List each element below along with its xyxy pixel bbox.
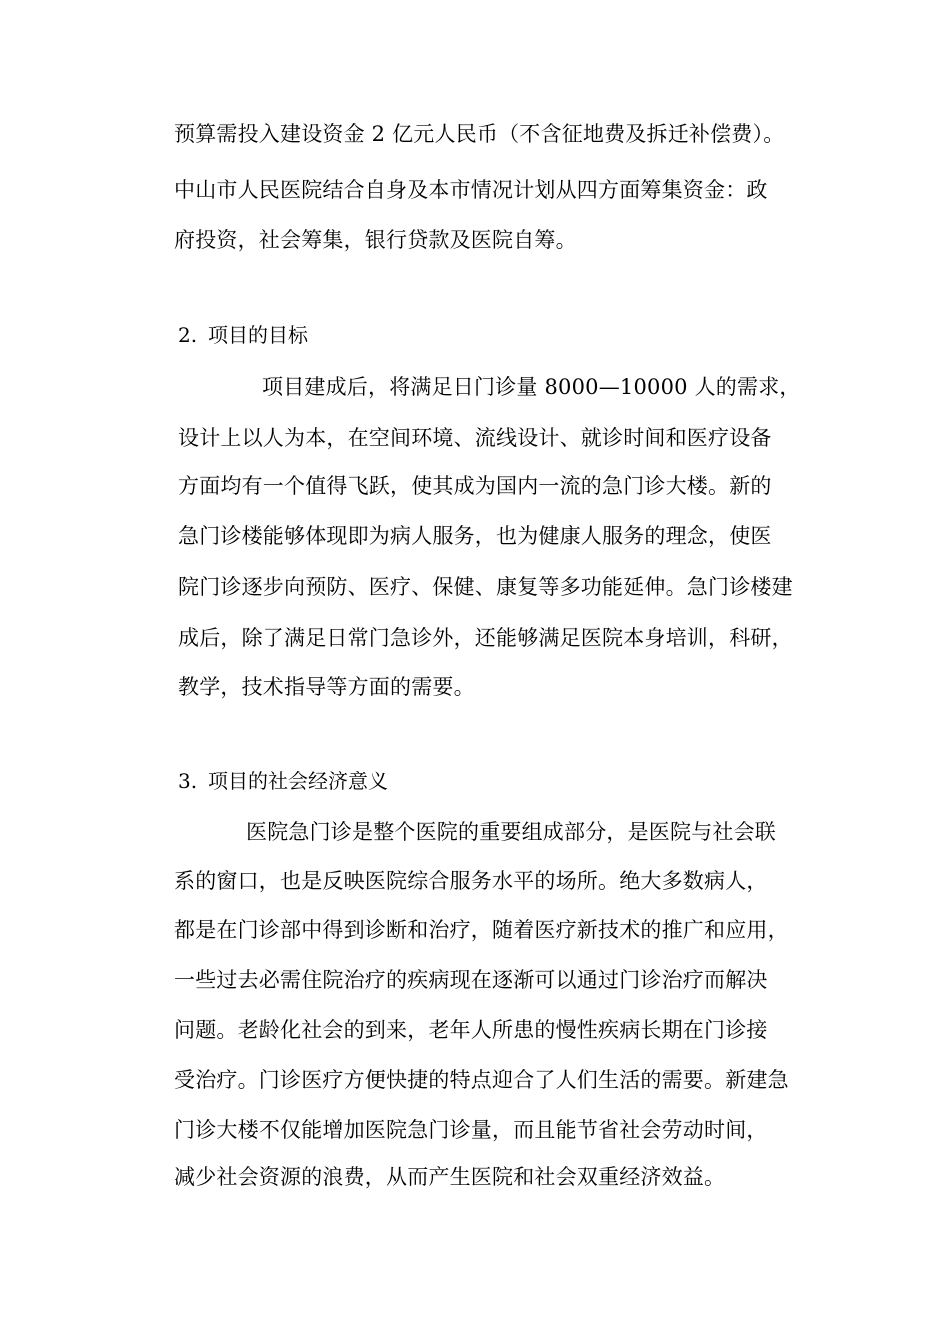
section-2-line: 急门诊楼能够体现即为病人服务，也为健康人服务的理念，使医 <box>178 524 772 548</box>
section-3-number: 3. <box>178 769 198 793</box>
section-2-heading <box>178 321 308 349</box>
section-2-line: 成后，除了满足日常门急诊外，还能够满足医院本身培训，科研， <box>178 626 793 650</box>
section-2-title: 项目的目标 <box>208 323 308 347</box>
section-3-line: 减少社会资源的浪费，从而产生医院和社会双重经济效益。 <box>174 1165 726 1189</box>
section-3-line: 受治疗。门诊医疗方便快捷的特点迎合了人们生活的需要。新建急 <box>174 1068 789 1092</box>
section-2-line: 教学，技术指导等方面的需要。 <box>178 675 475 699</box>
section-2-line: 方面均有一个值得飞跃，使其成为国内一流的急门诊大楼。新的 <box>178 474 772 498</box>
section-3-title: 项目的社会经济意义 <box>208 769 388 793</box>
section-2-line: 项目建成后，将满足日门诊量 8000—10000 人的需求， <box>262 375 801 399</box>
section-3-line: 系的窗口，也是反映医院综合服务水平的场所。绝大多数病人， <box>174 869 768 893</box>
section-3-heading <box>178 767 388 795</box>
intro-line: 中山市人民医院结合自身及本市情况计划从四方面筹集资金：政 <box>174 178 768 202</box>
intro-line: 府投资，社会筹集，银行贷款及医院自筹。 <box>174 228 577 252</box>
section-3-line: 医院急门诊是整个医院的重要组成部分，是医院与社会联 <box>246 820 776 844</box>
intro-line: 预算需投入建设资金 2 亿元人民币（不含征地费及拆迁补偿费）。 <box>174 122 785 146</box>
section-3-line: 都是在门诊部中得到诊断和治疗，随着医疗新技术的推广和应用， <box>174 918 789 942</box>
section-2-line: 设计上以人为本，在空间环境、流线设计、就诊时间和医疗设备 <box>178 426 772 450</box>
section-2-number: 2. <box>178 323 198 347</box>
section-3-line: 一些过去必需住院治疗的疾病现在逐渐可以通过门诊治疗而解决 <box>174 968 768 992</box>
section-3-line: 门诊大楼不仅能增加医院急门诊量，而且能节省社会劳动时间， <box>174 1118 768 1142</box>
section-3-line: 问题。老龄化社会的到来，老年人所患的慢性疾病长期在门诊接 <box>174 1018 768 1042</box>
section-2-line: 院门诊逐步向预防、医疗、保健、康复等多功能延伸。急门诊楼建 <box>178 575 793 599</box>
